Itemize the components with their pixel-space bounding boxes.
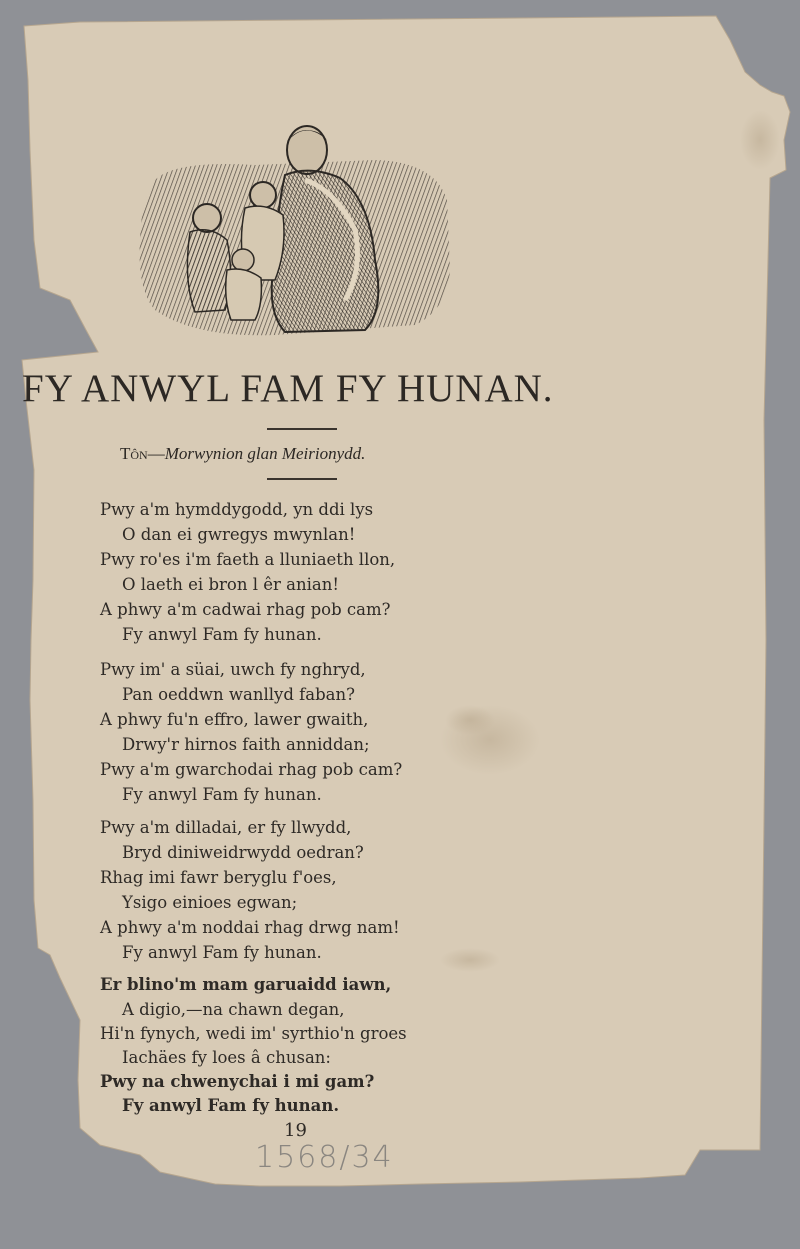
- verse-3-line-2: Bryd diniweidrwydd oedran?: [122, 843, 364, 862]
- catalog-mark: 1568/34: [255, 1140, 394, 1175]
- verse-3-line-4: Ysigo einioes egwan;: [122, 893, 298, 912]
- verse-4-line-5: Pwy na chwenychai i mi gam?: [100, 1072, 375, 1091]
- verse-2-line-5: Pwy a'm gwarchodai rhag pob cam?: [100, 760, 403, 779]
- verse-1-line-5: A phwy a'm cadwai rhag pob cam?: [100, 600, 391, 619]
- verse-2-line-3: A phwy fu'n effro, lawer gwaith,: [100, 710, 369, 729]
- tune-line: [120, 444, 500, 464]
- verse-1-line-3: Pwy ro'es i'm faeth a lluniaeth llon,: [100, 550, 396, 569]
- verse-2-line-1: Pwy im' a süai, uwch fy nghryd,: [100, 660, 366, 679]
- verse-4-line-1: Er blino'm mam garuaidd iawn,: [100, 975, 392, 994]
- verse-4-line-6: Fy anwyl Fam fy hunan.: [122, 1096, 340, 1115]
- verse-1-line-6: Fy anwyl Fam fy hunan.: [122, 625, 322, 644]
- verse-4-line-2: A digio,—na chawn degan,: [122, 1000, 345, 1019]
- page-number: 19: [284, 1120, 307, 1141]
- verse-3-line-1: Pwy a'm dilladai, er fy llwydd,: [100, 818, 352, 837]
- verse-2-line-2: Pan oeddwn wanllyd faban?: [122, 685, 355, 704]
- verse-2-line-6: Fy anwyl Fam fy hunan.: [122, 785, 322, 804]
- verse-3-line-3: Rhag imi fawr beryglu f'oes,: [100, 868, 337, 887]
- verse-3-line-6: Fy anwyl Fam fy hunan.: [122, 943, 322, 962]
- verse-2-line-4: Drwy'r hirnos faith anniddan;: [122, 735, 370, 754]
- verse-4-line-4: Iachäes fy loes â chusan:: [122, 1048, 331, 1067]
- tune-name: Morwynion glan Meirionydd.: [164, 444, 366, 463]
- verse-1-line-1: Pwy a'm hymddygodd, yn ddi lys: [100, 500, 374, 519]
- verse-1-line-4: O laeth ei bron l êr anian!: [122, 575, 339, 594]
- tune-label: Tôn—: [120, 444, 165, 463]
- title-rule-bottom: [267, 478, 337, 480]
- title-rule-top: [267, 428, 337, 430]
- verse-3-line-5: A phwy a'm noddai rhag drwg nam!: [100, 918, 400, 937]
- verse-1-line-2: O dan ei gwregys mwynlan!: [122, 525, 356, 544]
- mother-with-children-woodcut-icon: [135, 120, 455, 360]
- verse-4-line-3: Hi'n fynych, wedi im' syrthio'n groes: [100, 1024, 407, 1043]
- poem-title: FY ANWYL FAM FY HUNAN.: [22, 367, 554, 410]
